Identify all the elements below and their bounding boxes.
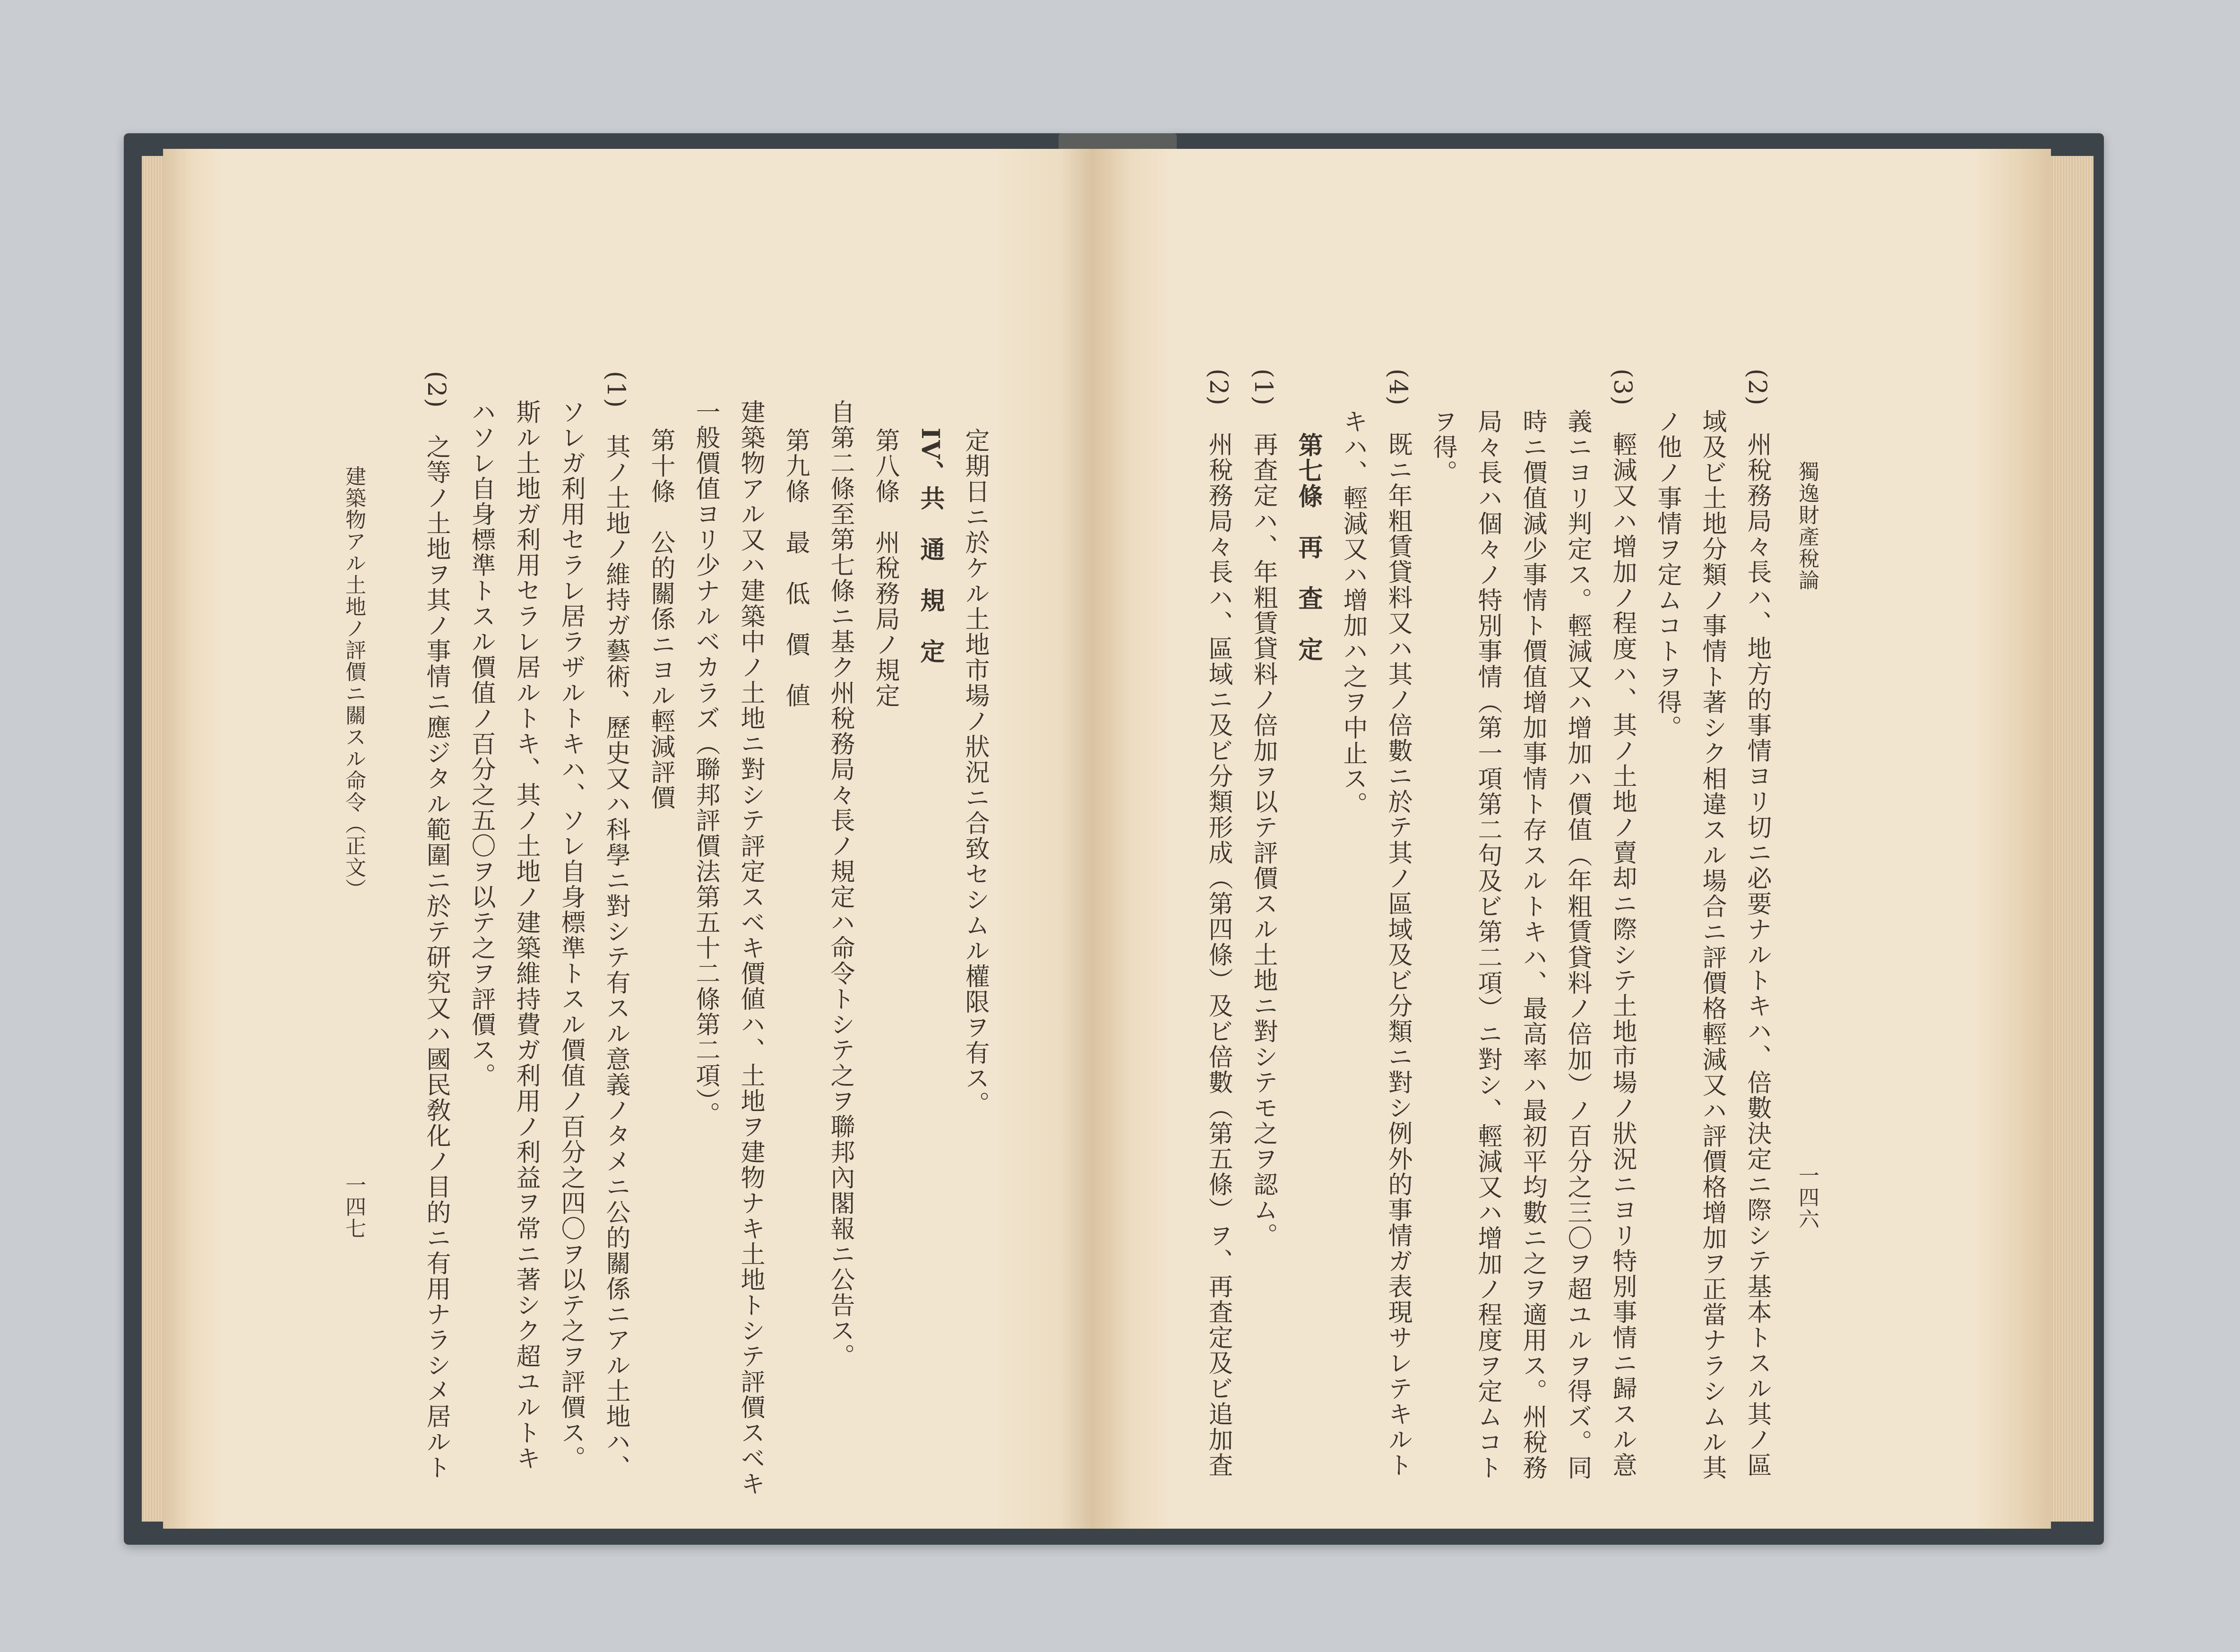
text-column: ノ他ノ事情ヲ定ムコトヲ得。: [1653, 409, 1681, 740]
running-footer: 建築物アル土地ノ評價ニ關スル命令（正文）: [342, 465, 366, 900]
text-column: 定期日ニ於ケル土地市場ノ狀況ニ合致セシムル權限ヲ有ス。: [961, 428, 989, 1117]
text-column: 義ニヨリ判定ス。輕減又ハ增加ハ價值（年粗賃貸料ノ倍加）ノ百分之三〇ヲ超ユルヲ得ズ。同: [1563, 409, 1592, 1480]
text-column: 斯ル土地ガ利用セラレ居ルトキ、其ノ土地ノ建築維持費ガ利用ノ利益ヲ常ニ著シク超ユルトキ: [512, 399, 540, 1471]
text-column: 建築物アル又ハ建築中ノ土地ニ對シテ評定スベキ價値ハ、土地ヲ建物ナキ土地トシテ評價スベキ: [736, 399, 765, 1497]
paragraph-start: (2) 州稅務局々長ハ、地方的事情ヨリ切ニ必要ナルトキハ、倍數決定ニ際シテ基本トスル其ノ區: [1743, 369, 1771, 1478]
paragraph-start: (1) 其ノ土地ノ維持ガ藝術、歷史又ハ科學ニ對シテ有スル意義ノタメニ公的關係ニアル土地ハ、: [602, 371, 630, 1480]
page-number: 一四七: [342, 1174, 366, 1239]
article-heading: 第十條 公的關係ニヨル輕減評價: [646, 428, 675, 810]
text-column: 局々長ハ個々ノ特別事情（第一項第二句及ビ第二項）ニ對シ、輕減又ハ增加ノ程度ヲ定ムコト: [1473, 409, 1502, 1480]
text-column: 一般價值ヨリ少ナルベカラズ（聯邦評價法第五十二條第二項）。: [691, 399, 720, 1127]
paragraph-start: (2) 州稅務局々長ハ、區域ニ及ビ分類形成（第四條）及ビ倍數（第五條）ヲ、再査定及ビ追加査: [1204, 369, 1232, 1478]
paragraph-start: (1) 再査定ハ、年粗賃貸料ノ倍加ヲ以テ評價スル土地ニ對シテモ之ヲ認ム。: [1249, 369, 1277, 1248]
paragraph-start: (2) 之等ノ土地ヲ其ノ事情ニ應ジタル範圍ニ於テ研究又ハ國民敎化ノ目的ニ有用ナラシメ居ルト: [422, 371, 450, 1480]
right-page: [1092, 149, 2051, 1529]
page-number: 一四六: [1795, 1165, 1819, 1230]
paragraph-start: (3) 輕減又ハ增加ノ程度ハ、其ノ土地ノ賣却ニ際シテ土地市場ノ狀況ニヨリ特別事情ニ歸スル意: [1608, 369, 1637, 1478]
text-column: ソレガ利用セラレ居ラザルトキハ、ソレ自身標準トスル價值ノ百分之四〇ヲ以テ之ヲ評價ス。: [557, 399, 585, 1471]
left-page-edges: [142, 156, 163, 1522]
article-heading: 第九條 最 低 價 値: [781, 428, 810, 708]
text-column: キハ、輕減又ハ增加ハ之ヲ中止ス。: [1339, 409, 1367, 817]
left-page: [163, 149, 1092, 1529]
paragraph-start: (4) 既ニ年粗賃貸料又ハ其ノ倍數ニ於テ其ノ區域及ビ分類ニ對シ例外的事情ガ表現サレテキルト: [1384, 369, 1412, 1478]
text-column: ハソレ自身標準トスル價值ノ百分之五〇ヲ以テ之ヲ評價ス。: [467, 399, 495, 1088]
text-column: 自第二條至第七條ニ基ク州稅務局々長ノ規定ハ命令トシテ之ヲ聯邦內閣報ニ公告ス。: [826, 399, 854, 1369]
text-column: ヲ得。: [1429, 409, 1457, 485]
text-column: 域及ビ土地分類ノ事情ト著シク相違スル場合ニ評價格輕減又ハ評價格增加ヲ正當ナラシムル其: [1698, 409, 1726, 1480]
text-column: 時ニ價值減少事情ト價值增加事情ト存スルトキハ、最高率ハ最初平均數ニ之ヲ適用ス。州稅務: [1518, 409, 1547, 1480]
section-heading: IV、共 通 規 定: [916, 428, 945, 664]
running-header: 獨逸財產稅論: [1795, 461, 1819, 591]
right-page-edges: [2051, 156, 2094, 1522]
article-heading: 第七條 再 査 定: [1294, 432, 1323, 662]
article-heading: 第八條 州稅務局ノ規定: [871, 428, 899, 708]
